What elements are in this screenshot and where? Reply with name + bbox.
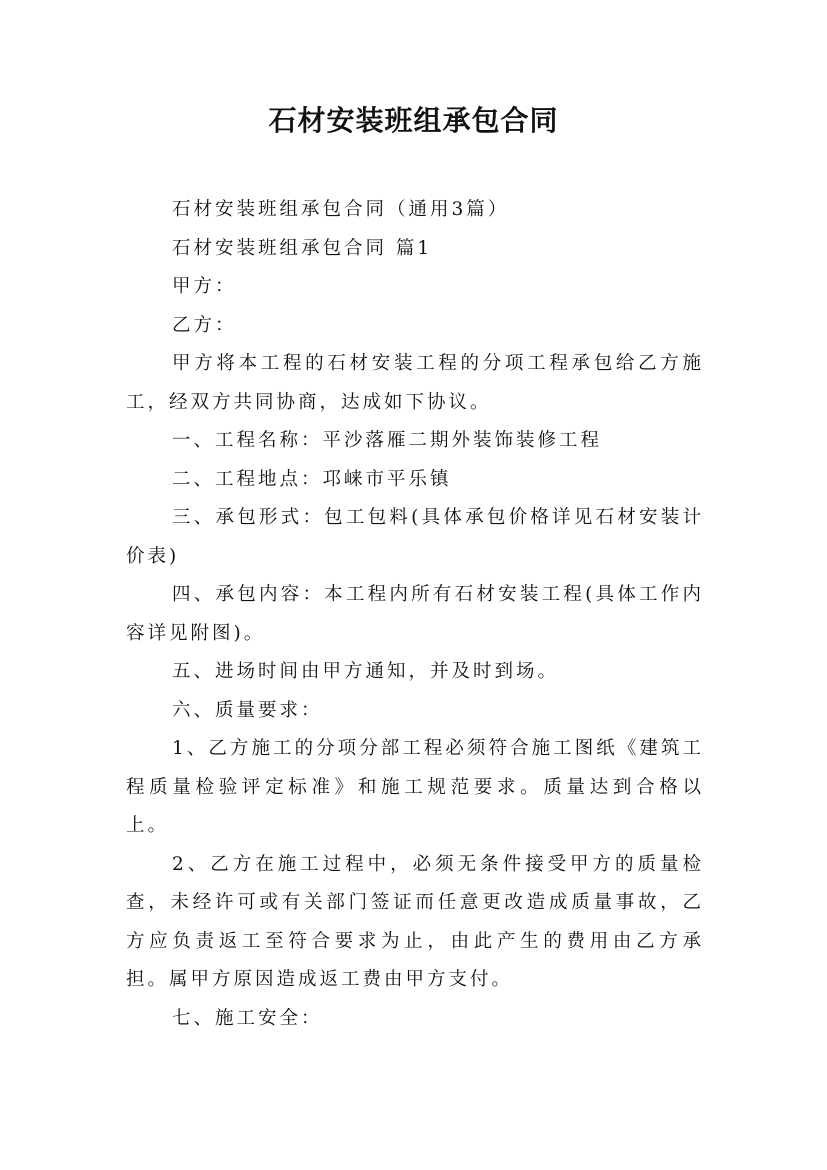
paragraph-intro: 甲方将本工程的石材安装工程的分项工程承包给乙方施工，经双方共同协商，达成如下协议。 (126, 353, 704, 413)
document-body (126, 191, 704, 1038)
paragraph-party-b: 乙方： (172, 314, 237, 336)
paragraph-safety-heading: 七、施工安全： (172, 1007, 323, 1029)
paragraph-subtitle: 石材安装班组承包合同（通用3篇） (172, 199, 510, 220)
paragraph-project-location: 二、工程地点：邛崃市平乐镇 (172, 468, 452, 490)
paragraph-entry-time: 五、进场时间由甲方通知，并及时到场。 (172, 661, 560, 682)
paragraph-quality-item-2: 2、乙方在施工过程中，必须无条件接受甲方的质量检查，未经许可或有关部门签证而任意更改造成质量事故，乙方应负责返工至符合要求为止，由此产生的费用由乙方承担。属甲方原因造成返工费由甲方支付。 (126, 853, 704, 990)
paragraph-contract-content: 四、承包内容：本工程内所有石材安装工程(具体工作内容详见附图)。 (126, 584, 704, 644)
document-title: 石材安装班组承包合同 (268, 104, 559, 137)
paragraph-party-a: 甲方： (172, 276, 237, 297)
paragraph-section-heading: 石材安装班组承包合同 篇1 (172, 237, 433, 259)
paragraph-quality-heading: 六、质量要求： (172, 699, 323, 721)
paragraph-contract-form: 三、承包形式：包工包料(具体承包价格详见石材安装计价表) (126, 507, 704, 567)
paragraph-project-name: 一、工程名称：平沙落雁二期外装饰装修工程 (172, 430, 603, 451)
paragraph-quality-item-1: 1、乙方施工的分项分部工程必须符合施工图纸《建筑工程质量检验评定标准》和施工规范要求。质量达到合格以上。 (126, 738, 704, 836)
